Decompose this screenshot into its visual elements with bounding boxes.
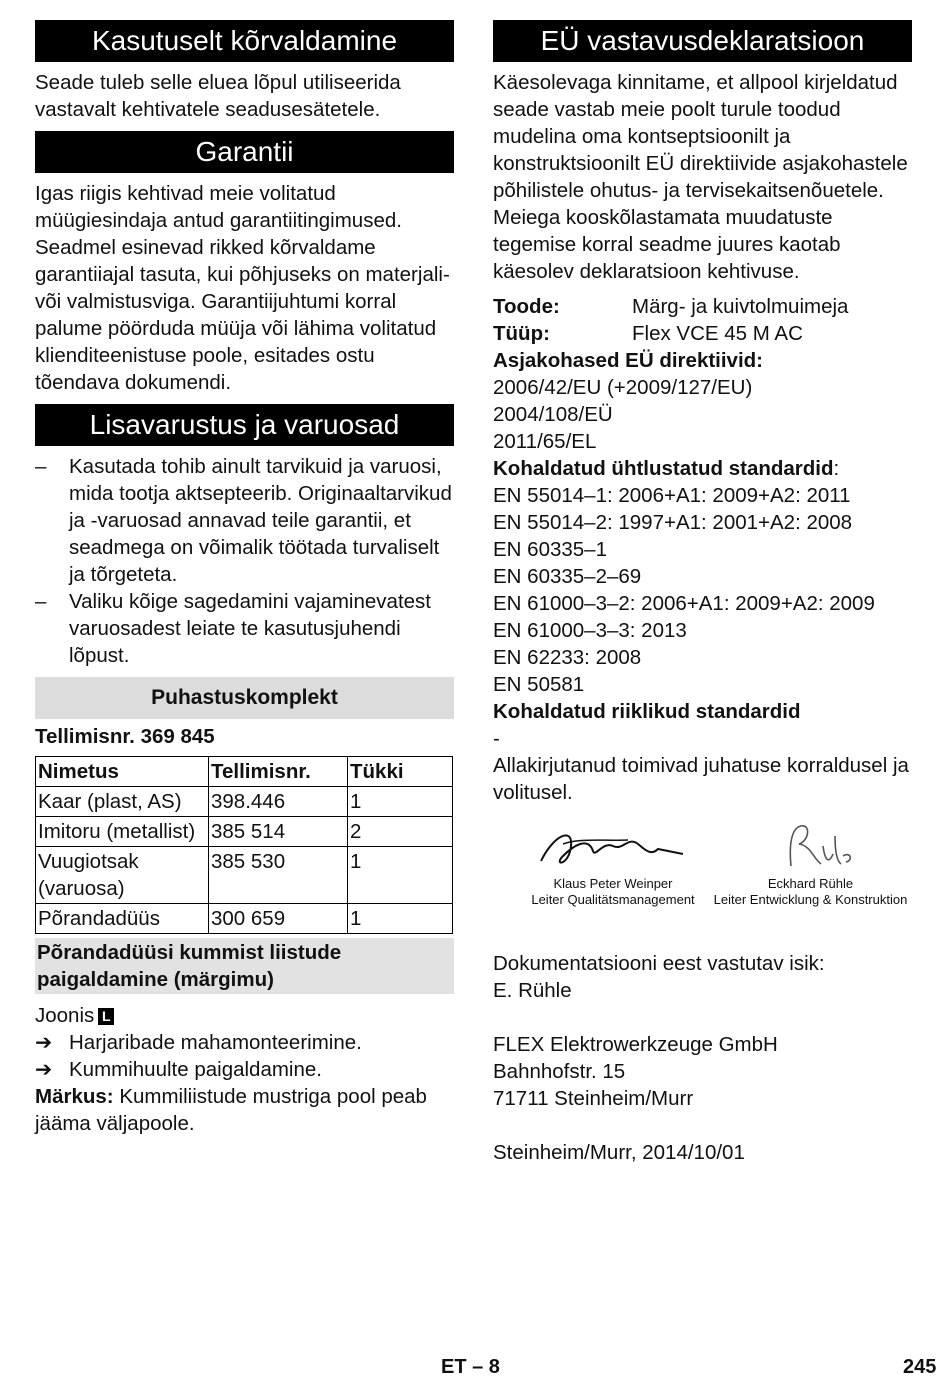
warranty-heading: Garantii: [35, 131, 454, 173]
table-header-row: [36, 757, 453, 787]
disposal-text: Seade tuleb selle eluea lõpul utiliseerida vastavalt kehtivatele seadusesätetele.: [35, 71, 401, 121]
cleaning-kit-heading: Puhastuskomplekt: [35, 677, 454, 719]
place-date: Steinheim/Murr, 2014/10/01: [493, 1141, 745, 1164]
harmonized-standards-label: Kohaldatud ühtlustatud standardid:: [493, 457, 840, 480]
column-header: Nimetus: [36, 757, 209, 787]
note: Märkus: Kummiliistude mustriga pool peab jääma väljapoole.: [35, 1085, 427, 1135]
disposal-heading: Kasutuselt kõrvaldamine: [35, 20, 454, 62]
doc-responsible-label: Dokumentatsiooni eest vastutav isik:: [493, 952, 825, 975]
accessories-list: [35, 453, 454, 669]
table-row: [36, 817, 453, 847]
column-header: Tellimisnr.: [209, 757, 348, 787]
table-cell: 1: [348, 904, 453, 934]
directive-item: 2006/42/EU (+2009/127/EU): [493, 376, 753, 399]
rubber-strips-heading: Põrandadüüsi kummist liistude paigaldamine (märgimu): [35, 938, 454, 994]
standard-item: EN 61000–3–3: 2013: [493, 619, 687, 642]
national-standards-value: -: [493, 727, 500, 750]
product-row: Toode: Märg- ja kuivtolmuimeja: [493, 295, 849, 318]
standard-item: EN 50581: [493, 673, 585, 696]
signatories-text: Allakirjutanud toimivad juhatuse korraldusel ja volitusel.: [493, 754, 909, 804]
instruction-step: ➔ Kummihuulte paigaldamine.: [35, 1058, 322, 1081]
signatory-name: Eckhard Rühle: [767, 876, 854, 891]
table-cell: Põrandadüüs: [36, 904, 209, 934]
table-cell: Kaar (plast, AS): [36, 787, 209, 817]
signatures: [493, 816, 912, 946]
directive-item: 2011/65/EL: [493, 430, 597, 453]
table-cell: Imitoru (metallist): [36, 817, 209, 847]
table-row: [36, 787, 453, 817]
figure-reference: Joonis L: [35, 1002, 454, 1029]
arrow-right-icon: ➔: [35, 1058, 53, 1081]
figure-badge: L: [98, 1008, 114, 1025]
accessories-heading: Lisavarustus ja varuosad: [35, 404, 454, 446]
parts-table: [35, 756, 453, 934]
table-cell: 385 530: [209, 847, 348, 904]
warranty-text: Igas riigis kehtivad meie volitatud müügiesindaja antud garantiitingimused. Seadmel esinevad rikked kõrvaldame garantiiajal tasuta, kui põhjuseks on materjali- või valmistusviga. Garantiijuhtumi korral palume pöörduda müüja või lähima volitatud klienditeenistuse poole, esitades ostu tõendava dokumendi.: [35, 182, 450, 394]
directive-item: 2004/108/EÜ: [493, 403, 613, 426]
table-cell: Vuugiotsak (varuosa): [36, 847, 209, 904]
instruction-step: ➔ Harjaribade mahamonteerimine.: [35, 1031, 362, 1054]
company-line: 71711 Steinheim/Murr: [493, 1087, 694, 1110]
company-line: Bahnhofstr. 15: [493, 1060, 626, 1083]
standard-item: EN 60335–1: [493, 538, 607, 561]
right-column: [493, 20, 912, 1166]
standard-item: EN 60335–2–69: [493, 565, 642, 588]
signature-ruhle-icon: [751, 816, 871, 876]
cleaning-kit-order-number: Tellimisnr. 369 845: [35, 725, 215, 748]
table-cell: 2: [348, 817, 453, 847]
table-row: [36, 904, 453, 934]
standard-item: EN 55014–2: 1997+A1: 2001+A2: 2008: [493, 511, 853, 534]
declaration-heading: EÜ vastavusdeklaratsioon: [493, 20, 912, 62]
signature-weinper-icon: [533, 816, 693, 876]
table-row: [36, 847, 453, 904]
arrow-right-icon: ➔: [35, 1031, 53, 1054]
signature-block: [513, 816, 713, 908]
column-header: Tükki: [348, 757, 453, 787]
left-column: [35, 20, 454, 1137]
doc-responsible-name: E. Rühle: [493, 979, 572, 1002]
table-cell: 385 514: [209, 817, 348, 847]
footer-language-page: ET – 8: [441, 1356, 500, 1378]
signatory-role: Leiter Qualitätsmanagement: [531, 892, 695, 907]
standard-item: EN 55014–1: 2006+A1: 2009+A2: 2011: [493, 484, 851, 507]
signature-block: [703, 816, 918, 908]
company-line: FLEX Elektrowerkzeuge GmbH: [493, 1033, 778, 1056]
table-cell: 1: [348, 847, 453, 904]
footer-page-number: 245: [903, 1356, 937, 1378]
table-cell: 1: [348, 787, 453, 817]
declaration-intro: Käesolevaga kinnitame, et allpool kirjeldatud seade vastab meie poolt turule toodud mudelina oma kontseptsioonilt ja konstruktsioonilt EÜ direktiivide asjakohastele põhilistele ohutus- ja tervisekaitsenõuetele. Meiega kooskõlastamata muudatuste tegemise korral seadme juures kaotab käesolev deklaratsioon kehtivuse.: [493, 71, 908, 283]
standard-item: EN 62233: 2008: [493, 646, 642, 669]
standard-item: EN 61000–3–2: 2006+A1: 2009+A2: 2009: [493, 592, 875, 615]
directives-label: Asjakohased EÜ direktiivid:: [493, 349, 764, 372]
signatory-role: Leiter Entwicklung & Konstruktion: [713, 892, 908, 907]
national-standards-label: Kohaldatud riiklikud standardid: [493, 700, 801, 723]
type-row: Tüüp: Flex VCE 45 M AC: [493, 322, 803, 345]
table-cell: 300 659: [209, 904, 348, 934]
list-item: – Kasutada tohib ainult tarvikuid ja varuosi, mida tootja aktsepteerib. Originaaltarvikud ja -varuosad annavad teile garantii, et seadmega on võimalik töötada turvaliselt ja tõrgeteta.: [35, 455, 452, 586]
table-cell: 398.446: [209, 787, 348, 817]
list-item: – Valiku kõige sagedamini vajaminevatest varuosadest leiate te kasutusjuhendi lõpust.: [35, 590, 431, 667]
signatory-name: Klaus Peter Weinper: [553, 876, 673, 891]
